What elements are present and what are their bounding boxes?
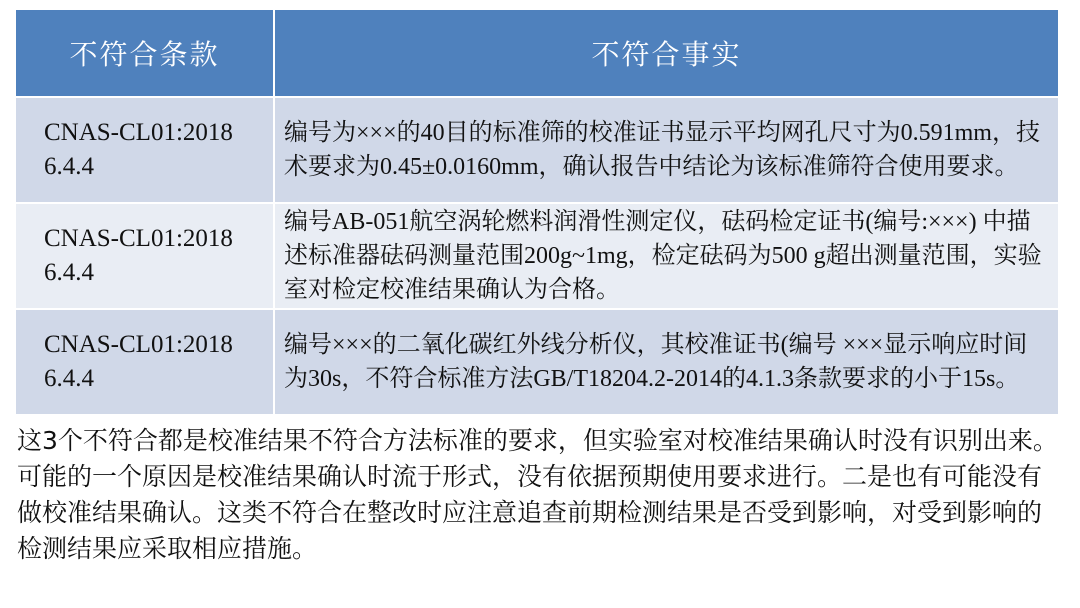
nonconformity-table xyxy=(14,8,1060,416)
clause-cell: CNAS-CL01:2018 6.4.4 xyxy=(15,203,274,309)
table-row xyxy=(15,97,1059,203)
column-header-fact: 不符合事实 xyxy=(274,9,1059,97)
fact-cell: 编号×××的二氧化碳红外线分析仪，其校准证书(编号 ×××显示响应时间为30s，不符合标准方法GB/T18204.2-2014的4.1.3条款要求的小于15s。 xyxy=(274,309,1059,415)
table-row xyxy=(15,203,1059,309)
table-header-row xyxy=(15,9,1059,97)
fact-cell: 编号为×××的40目的标准筛的校准证书显示平均网孔尺寸为0.591mm，技术要求为0.45±0.0160mm，确认报告中结论为该标准筛符合使用要求。 xyxy=(274,97,1059,203)
clause-cell: CNAS-CL01:2018 6.4.4 xyxy=(15,309,274,415)
fact-cell: 编号AB-051航空涡轮燃料润滑性测定仪，砝码检定证书(编号:×××) 中描述标准器砝码测量范围200g~1mg，检定砝码为500 g超出测量范围，实验室对检定校准结果确认为合格。 xyxy=(274,203,1059,309)
clause-cell: CNAS-CL01:2018 6.4.4 xyxy=(15,97,274,203)
table-row xyxy=(15,309,1059,415)
summary-paragraph: 这3个不符合都是校准结果不符合方法标准的要求，但实验室对校准结果确认时没有识别出来。可能的一个原因是校准结果确认时流于形式，没有依据预期使用要求进行。二是也有可能没有做校准结果确认。这类不符合在整改时应注意追查前期检测结果是否受到影响，对受到影响的检测结果应采取相应措施。 xyxy=(17,426,1058,563)
column-header-clause: 不符合条款 xyxy=(15,9,274,97)
